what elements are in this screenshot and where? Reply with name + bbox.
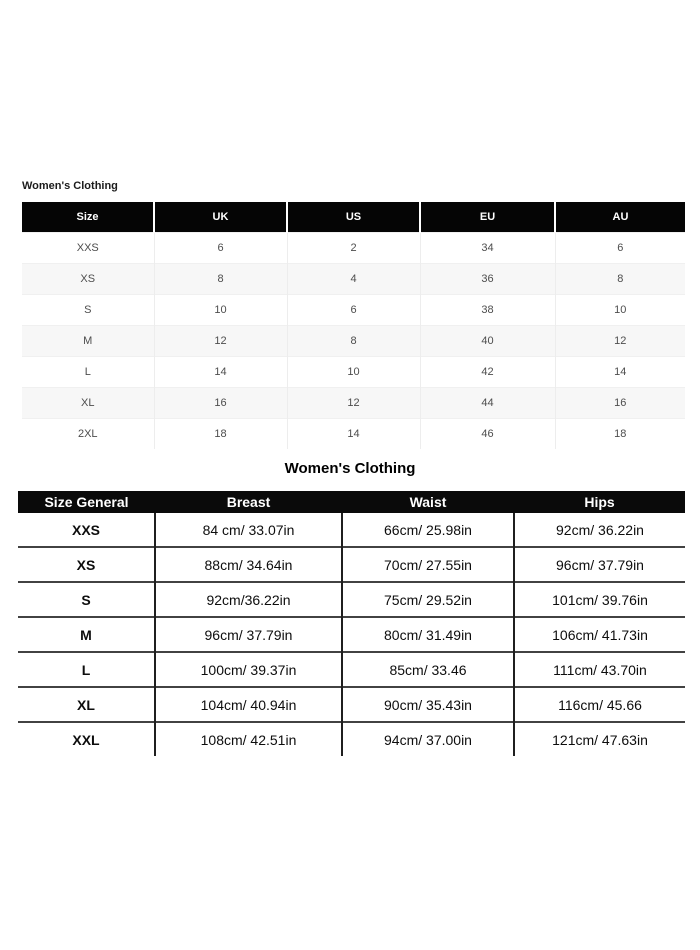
table-cell: 34 (420, 233, 555, 264)
table-cell: 12 (555, 326, 685, 357)
table-row-s (22, 295, 685, 326)
hips-cell: 92cm/ 36.22in (514, 513, 685, 547)
size-cell: XS (18, 547, 155, 582)
table-row-xl (22, 388, 685, 419)
hips-cell: 111cm/ 43.70in (514, 652, 685, 687)
waist-cell: 85cm/ 33.46 (342, 652, 514, 687)
table-cell: 16 (555, 388, 685, 419)
table-row-s (18, 582, 685, 617)
breast-cell: 92cm/36.22in (155, 582, 342, 617)
table-row-xs (22, 264, 685, 295)
table-row-xxs (22, 233, 685, 264)
table-cell: 6 (555, 233, 685, 264)
table-cell: 10 (154, 295, 287, 326)
table-row-xxl (18, 722, 685, 756)
table-row-xxs (18, 513, 685, 547)
table-row-l (18, 652, 685, 687)
hips-cell: 106cm/ 41.73in (514, 617, 685, 652)
table-cell: 8 (555, 264, 685, 295)
table-cell: 40 (420, 326, 555, 357)
size-cell: XS (22, 264, 154, 295)
column-header-waist: Waist (342, 491, 514, 513)
table-cell: 38 (420, 295, 555, 326)
measurement-size-table (18, 491, 685, 756)
table-cell: 14 (154, 357, 287, 388)
table-cell: 18 (154, 419, 287, 450)
size-cell: S (22, 295, 154, 326)
waist-cell: 66cm/ 25.98in (342, 513, 514, 547)
size-cell: L (18, 652, 155, 687)
table-cell: 10 (287, 357, 420, 388)
table-cell: 14 (287, 419, 420, 450)
table-cell: 46 (420, 419, 555, 450)
table-cell: 12 (154, 326, 287, 357)
table-cell: 10 (555, 295, 685, 326)
column-header-uk: UK (154, 202, 287, 233)
table-cell: 14 (555, 357, 685, 388)
table-cell: 18 (555, 419, 685, 450)
table2-title: Women's Clothing (284, 460, 416, 477)
size-cell: L (22, 357, 154, 388)
table-cell: 12 (287, 388, 420, 419)
column-header-size-general: Size General (18, 491, 155, 513)
waist-cell: 80cm/ 31.49in (342, 617, 514, 652)
hips-cell: 101cm/ 39.76in (514, 582, 685, 617)
breast-cell: 88cm/ 34.64in (155, 547, 342, 582)
table-cell: 8 (287, 326, 420, 357)
size-cell: M (22, 326, 154, 357)
table-cell: 6 (287, 295, 420, 326)
size-cell: XXS (18, 513, 155, 547)
international-size-table (22, 202, 685, 449)
size-cell: XXL (18, 722, 155, 756)
waist-cell: 94cm/ 37.00in (342, 722, 514, 756)
table-cell: 44 (420, 388, 555, 419)
column-header-breast: Breast (155, 491, 342, 513)
table-cell: 16 (154, 388, 287, 419)
table1-header-row (22, 202, 685, 233)
table-row-xs (18, 547, 685, 582)
column-header-hips: Hips (514, 491, 685, 513)
breast-cell: 96cm/ 37.79in (155, 617, 342, 652)
size-cell: XL (22, 388, 154, 419)
table-cell: 8 (154, 264, 287, 295)
breast-cell: 84 cm/ 33.07in (155, 513, 342, 547)
size-cell: S (18, 582, 155, 617)
column-header-us: US (287, 202, 420, 233)
table-row-m (22, 326, 685, 357)
table-row-2xl (22, 419, 685, 450)
waist-cell: 90cm/ 35.43in (342, 687, 514, 722)
table-row-m (18, 617, 685, 652)
size-cell: M (18, 617, 155, 652)
table2-header-row (18, 491, 685, 513)
table-cell: 36 (420, 264, 555, 295)
table-cell: 4 (287, 264, 420, 295)
table-cell: 6 (154, 233, 287, 264)
hips-cell: 116cm/ 45.66 (514, 687, 685, 722)
table1-label: Women's Clothing (22, 180, 118, 192)
size-cell: XXS (22, 233, 154, 264)
table-row-l (22, 357, 685, 388)
column-header-au: AU (555, 202, 685, 233)
size-cell: 2XL (22, 419, 154, 450)
table-cell: 2 (287, 233, 420, 264)
waist-cell: 75cm/ 29.52in (342, 582, 514, 617)
breast-cell: 104cm/ 40.94in (155, 687, 342, 722)
size-cell: XL (18, 687, 155, 722)
hips-cell: 121cm/ 47.63in (514, 722, 685, 756)
waist-cell: 70cm/ 27.55in (342, 547, 514, 582)
breast-cell: 108cm/ 42.51in (155, 722, 342, 756)
column-header-size: Size (22, 202, 154, 233)
table-row-xl (18, 687, 685, 722)
breast-cell: 100cm/ 39.37in (155, 652, 342, 687)
table-cell: 42 (420, 357, 555, 388)
column-header-eu: EU (420, 202, 555, 233)
hips-cell: 96cm/ 37.79in (514, 547, 685, 582)
